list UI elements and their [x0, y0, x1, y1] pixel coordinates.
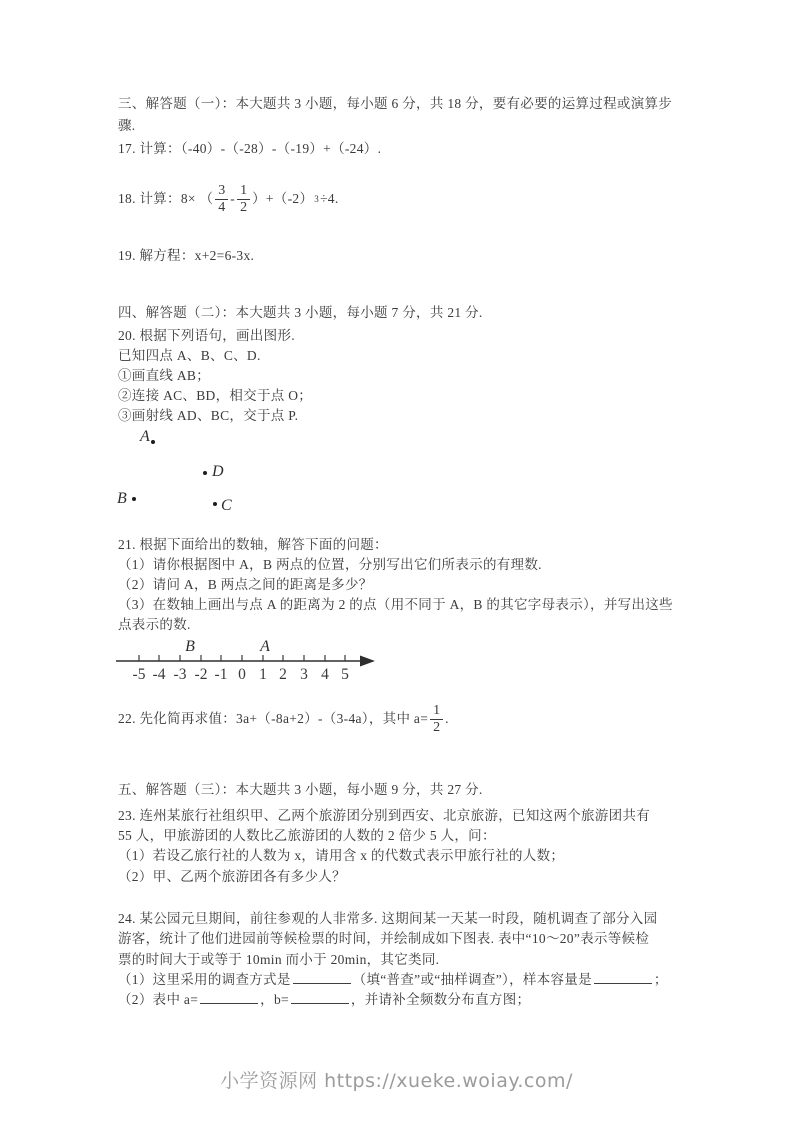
question-18-operator: -	[230, 191, 236, 206]
point-a-dot	[151, 440, 155, 444]
question-24-p2-seg2: ，b=	[260, 992, 289, 1008]
question-21-part3a: （3）在数轴上画出与点 A 的距离为 2 的点（用不同于 A，B 的其它字母表示），并写出这些	[118, 597, 673, 612]
question-24-line3: 票的时间大于或等于 10min 而小于 20min，其它类同.	[118, 951, 440, 967]
tick-label: 4	[321, 666, 329, 683]
site-watermark: 小学资源网 https://xueke.woiay.com/	[220, 1070, 573, 1092]
number-line-arrowhead	[360, 656, 375, 667]
question-21-part3b: 点表示的数.	[118, 617, 191, 632]
question-20	[118, 326, 312, 426]
question-22	[118, 702, 449, 736]
question-20-given: 已知四点 A、B、C、D.	[118, 348, 261, 363]
point-d-dot	[203, 471, 207, 475]
point-b-label: B	[117, 490, 127, 507]
tick-label: 3	[300, 666, 308, 683]
section-five-header	[118, 780, 483, 800]
numberline-point-b-label: B	[185, 638, 195, 655]
question-20-intro: 20. 根据下列语句，画出图形.	[118, 328, 295, 343]
point-a-label: A	[140, 428, 150, 445]
question-18-prefix: 18. 计算：8× （	[118, 191, 214, 206]
point-b-dot	[132, 497, 136, 501]
question-23-part1: （1）若设乙旅行社的人数为 x，请用含 x 的代数式表示甲旅行社的人数；	[118, 848, 565, 864]
question-17-text: 17. 计算：（-40）-（-28）-（-19）+（-24）.	[118, 141, 382, 156]
number-line-figure	[112, 635, 384, 685]
tick-label: 1	[259, 666, 267, 683]
question-23	[118, 806, 650, 887]
point-d-label: D	[212, 463, 224, 480]
fraction-one-half: $\frac{1}{2}$	[430, 703, 443, 735]
section-four-header	[118, 303, 483, 323]
question-18-tail: ÷4.	[320, 191, 339, 206]
point-c-label: C	[221, 497, 232, 514]
fraction-three-fourths: $\frac{3}{4}$	[215, 183, 228, 215]
question-24-p1-seg3: ；	[653, 971, 668, 987]
tick-label: -2	[194, 666, 208, 683]
question-21-part2: （2）请问 A，B 两点之间的距离是多少？	[118, 577, 373, 592]
question-22-prefix: 22. 先化简再求值：3a+（-8a+2）-（3-4a），其中 a=	[118, 711, 429, 726]
answer-blank-sample-size	[594, 983, 652, 984]
question-20-step2: ②连接 AC、BD，相交于点 O；	[118, 388, 313, 403]
question-22-tail: .	[445, 711, 449, 726]
numberline-point-a-label: A	[260, 638, 270, 655]
question-21-intro: 21. 根据下面给出的数轴，解答下面的问题：	[118, 537, 388, 552]
answer-blank-a-value	[200, 1003, 258, 1004]
question-21-part1: （1）请你根据图中 A，B 两点的位置，分别写出它们所表示的有理数.	[118, 557, 542, 572]
question-24-line1: 24. 某公园元旦期间，前往参观的人非常多. 这期间某一天某一时段，随机调查了部分入园	[118, 911, 658, 926]
point-c-dot	[213, 502, 217, 506]
tick-label: -5	[132, 666, 146, 683]
section-five-line1: 五、解答题（三）：本大题共 3 小题，每小题 9 分，共 27 分.	[118, 782, 483, 797]
question-20-step3: ③画射线 AD、BC，交于点 P.	[118, 408, 299, 423]
section-four-line1: 四、解答题（二）：本大题共 3 小题，每小题 7 分，共 21 分.	[118, 305, 483, 320]
question-24-part1	[118, 970, 668, 990]
tick-label: 0	[238, 666, 246, 683]
answer-blank-survey-method	[293, 983, 351, 984]
question-21	[118, 535, 673, 635]
tick-label: -4	[152, 666, 166, 683]
section-three-line1: 三、解答题（一）：本大题共 3 小题，每小题 6 分，共 18 分，要有必要的运算过程或演算步	[118, 96, 673, 111]
section-three-line2: 骤.	[118, 118, 136, 133]
fraction-one-half: $\frac{1}{2}$	[237, 183, 250, 215]
question-24-p1-seg2: （填“普查”或“抽样调查”），样本容量是	[352, 971, 592, 987]
question-24-p1-seg1: （1）这里采用的调查方式是	[118, 971, 291, 987]
question-24-p2-seg3: ，并请补全频数分布直方图；	[350, 992, 531, 1008]
question-23-part2: （2）甲、乙两个旅游团各有多少人？	[118, 868, 346, 884]
question-19	[118, 246, 254, 266]
question-23-line1: 23. 连州某旅行社组织甲、乙两个旅游团分别到西安、北京旅游，已知这两个旅游团共有	[118, 808, 651, 823]
question-19-text: 19. 解方程：x+2=6-3x.	[118, 248, 255, 263]
question-20-step1: ①画直线 AB；	[118, 368, 211, 383]
question-24-p2-seg1: （2）表中 a=	[118, 992, 199, 1008]
section-three-header	[118, 93, 672, 137]
tick-label: -3	[173, 666, 187, 683]
question-18-exponent: 3	[314, 194, 320, 204]
question-18-mid: ）+（-2）	[252, 191, 314, 206]
question-24-line2: 游客，统计了他们进园前等候检票的时间，并绘制成如下图表. 表中“10～20”表示等候检	[118, 931, 650, 947]
question-23-line2: 55 人，甲旅游团的人数比乙旅游团的人数的 2 倍少 5 人，问：	[118, 828, 496, 844]
question-24-part2	[118, 990, 668, 1010]
question-24	[118, 909, 668, 1010]
question-18	[118, 180, 339, 218]
question-17	[118, 139, 381, 159]
answer-blank-b-value	[291, 1003, 349, 1004]
tick-label: 5	[341, 666, 349, 683]
tick-label: -1	[214, 666, 228, 683]
tick-label: 2	[279, 666, 287, 683]
